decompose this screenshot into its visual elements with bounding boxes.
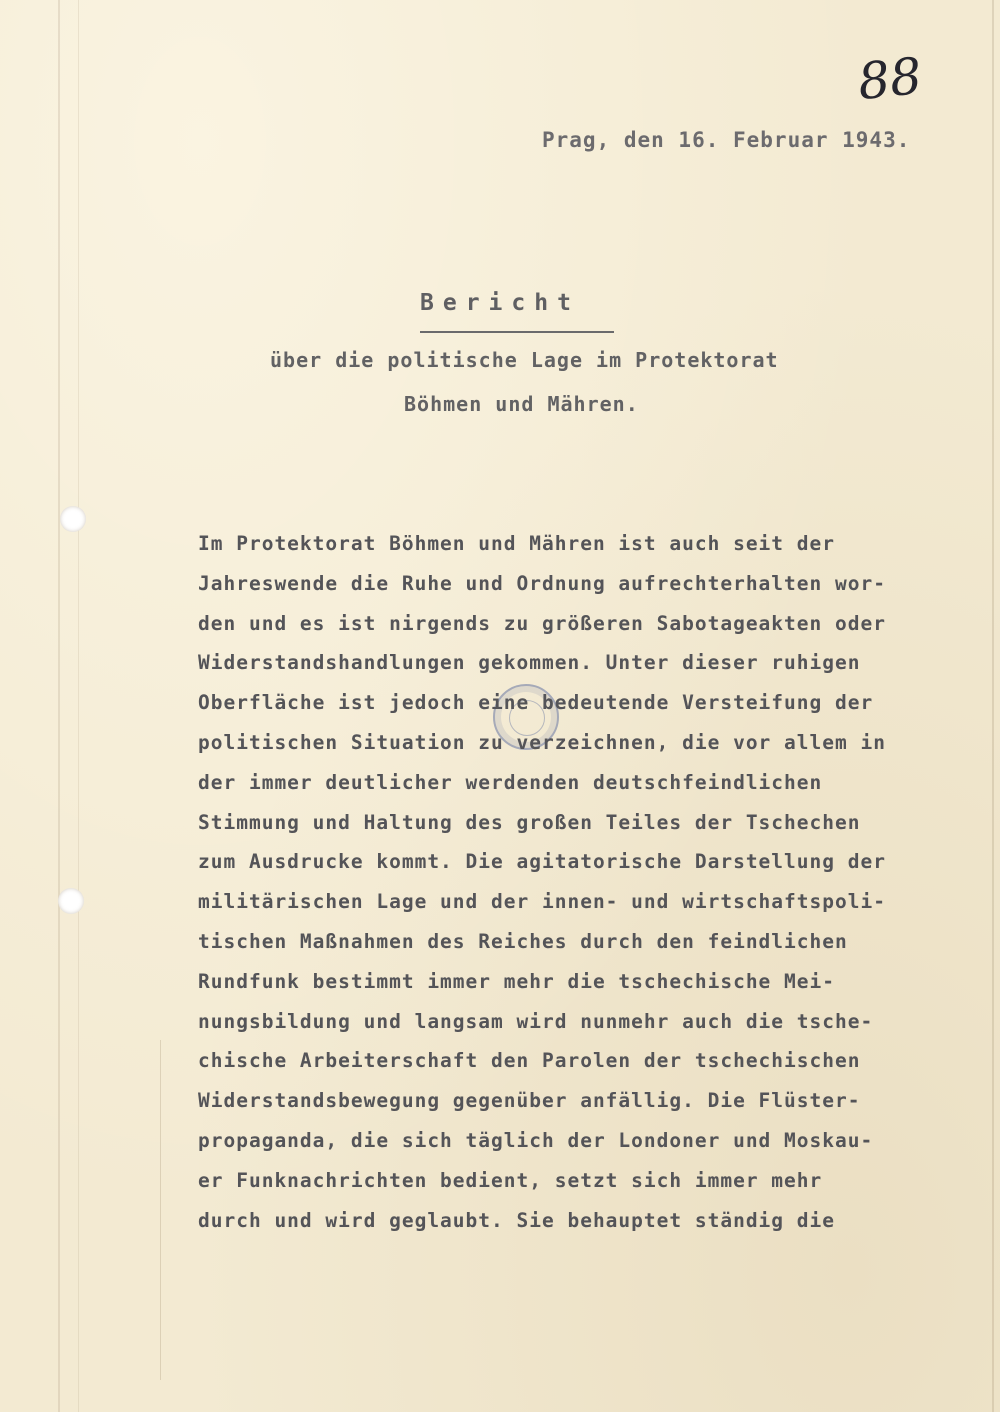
body-line: tischen Maßnahmen des Reiches durch den feindlichen	[198, 929, 848, 953]
body-line: politischen Situation zu verzeichnen, die vor allem in	[198, 730, 886, 754]
body-line: militärischen Lage und der innen- und wirtschaftspoli-	[198, 890, 886, 914]
punch-hole	[58, 888, 84, 914]
punch-hole	[60, 506, 86, 532]
body-line: propaganda, die sich täglich der Londoner und Moskau-	[198, 1128, 874, 1152]
body-line: den und es ist nirgends zu größeren Sabotageakten oder	[198, 611, 886, 635]
body-line: Stimmung und Haltung des großen Teiles der Tschechen	[198, 810, 861, 834]
body-line: Widerstandsbewegung gegenüber anfällig. Die Flüster-	[198, 1089, 861, 1113]
body-line: durch und wird geglaubt. Sie behauptet ständig die	[198, 1208, 835, 1232]
report-subtitle-line1: über die politische Lage im Protektorat	[270, 348, 779, 372]
paper-fold	[58, 0, 60, 1412]
body-line: Rundfunk bestimmt immer mehr die tschechische Mei-	[198, 969, 835, 993]
report-title: Bericht	[420, 290, 580, 316]
body-line: chische Arbeiterschaft den Parolen der tschechischen	[198, 1049, 861, 1073]
body-text	[198, 524, 998, 1240]
body-line: Im Protektorat Böhmen und Mähren ist auch seit der	[198, 532, 835, 555]
title-underline	[420, 331, 614, 333]
paper-fold	[78, 0, 79, 1412]
body-line: zum Ausdrucke kommt. Die agitatorische Darstellung der	[198, 850, 886, 874]
paper-crease	[160, 1040, 161, 1380]
body-line: Oberfläche ist jedoch eine bedeutende Versteifung der	[198, 691, 874, 715]
body-line: Jahreswende die Ruhe und Ordnung aufrechterhalten wor-	[198, 571, 886, 595]
body-line: der immer deutlicher werdenden deutschfeindlichen	[198, 770, 823, 794]
handwritten-folio-number: 88	[855, 46, 925, 112]
body-line: er Funknachrichten bedient, setzt sich immer mehr	[198, 1168, 823, 1192]
report-subtitle-line2: Böhmen und Mähren.	[404, 392, 639, 416]
body-line: Widerstandshandlungen gekommen. Unter dieser ruhigen	[198, 651, 861, 675]
body-line: nungsbildung und langsam wird nunmehr auch die tsche-	[198, 1009, 874, 1033]
dateline: Prag, den 16. Februar 1943.	[542, 128, 911, 152]
